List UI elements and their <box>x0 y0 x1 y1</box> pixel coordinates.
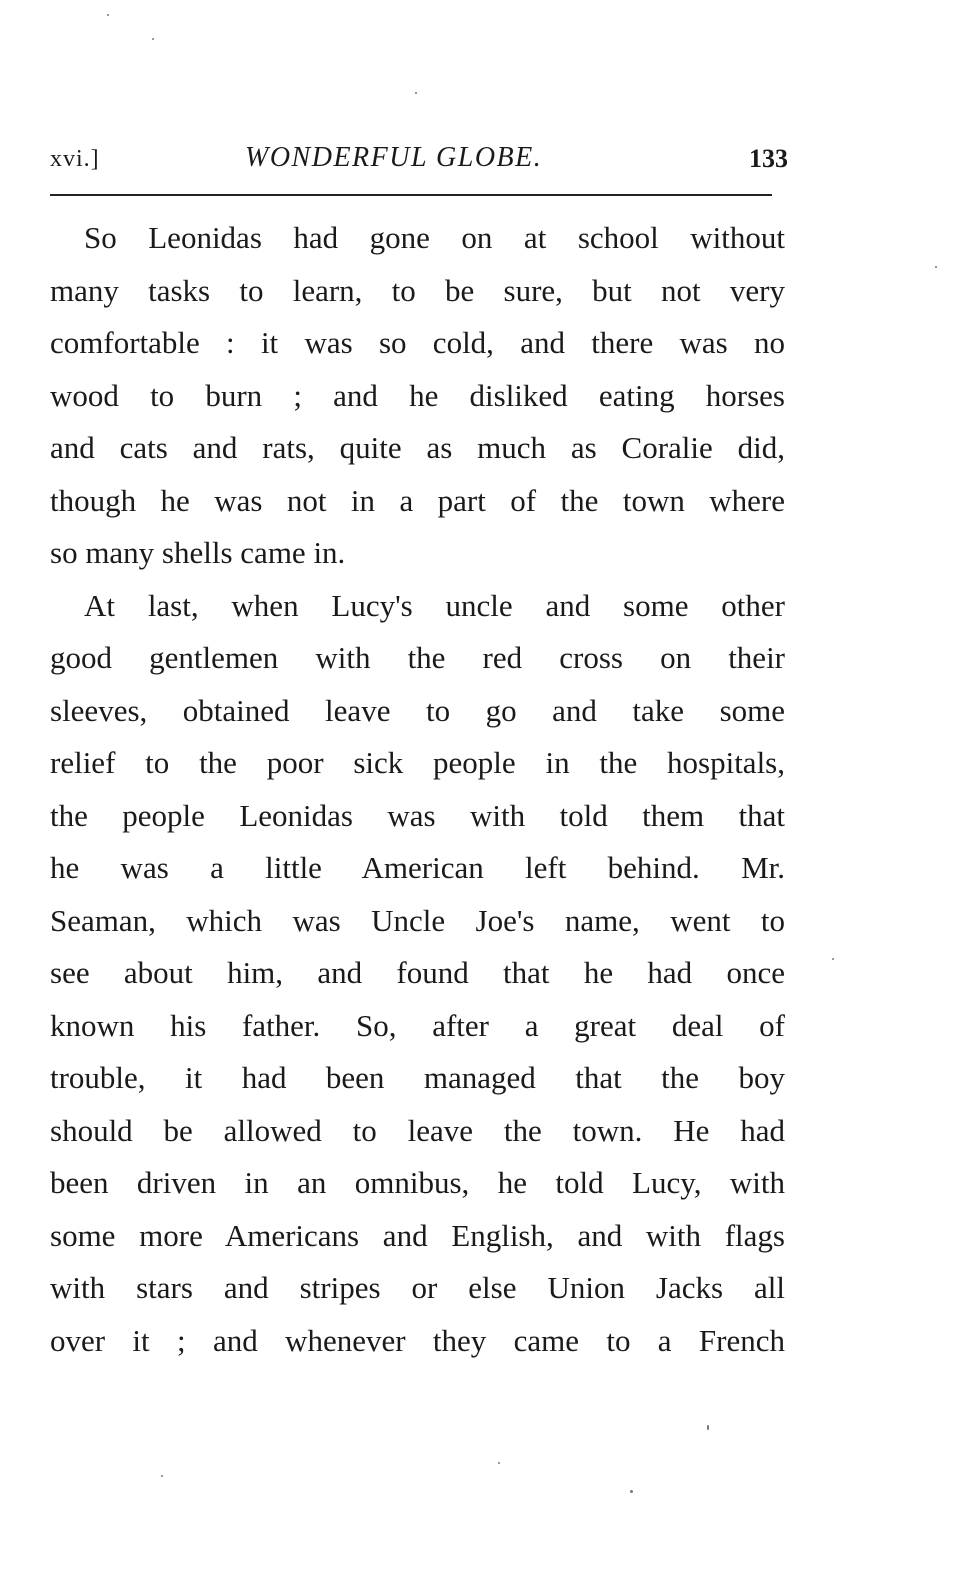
scan-speck <box>161 1475 163 1477</box>
text-line: many tasks to learn, to be sure, but not very <box>50 272 785 308</box>
chapter-number: xvi.] <box>50 146 100 172</box>
text-line: though he was not in a part of the town where <box>50 482 785 518</box>
page-number: 133 <box>749 144 788 173</box>
text-line: At last, when Lucy's uncle and some other <box>84 587 785 623</box>
text-line: and cats and rats, quite as much as Coralie did, <box>50 430 785 465</box>
text-line: sleeves, obtained leave to go and take some <box>50 692 785 728</box>
text-line: comfortable : it was so cold, and there was no <box>50 325 785 360</box>
text-line: some more Americans and English, and with flags <box>50 1217 785 1253</box>
scan-speck <box>707 1425 709 1430</box>
text-line: so many shells came in. <box>50 535 346 570</box>
scan-speck <box>935 266 937 268</box>
scan-speck <box>498 1462 500 1464</box>
text-line: relief to the poor sick people in the hospitals, <box>50 745 785 780</box>
text-line: wood to burn ; and he disliked eating horses <box>50 377 785 413</box>
scan-speck <box>415 92 417 94</box>
header-rule <box>50 194 772 196</box>
text-line: trouble, it had been managed that the boy <box>50 1060 785 1095</box>
text-line: see about him, and found that he had once <box>50 955 785 990</box>
text-line: known his father. So, after a great deal of <box>50 1007 785 1043</box>
body-text <box>50 212 785 1367</box>
scan-speck <box>630 1490 633 1493</box>
text-line: Seaman, which was Uncle Joe's name, went to <box>50 902 785 938</box>
scan-speck <box>152 38 154 40</box>
text-line: been driven in an omnibus, he told Lucy, with <box>50 1165 785 1200</box>
text-line: good gentlemen with the red cross on their <box>50 640 785 675</box>
text-line: the people Leonidas was with told them that <box>50 797 785 833</box>
scan-speck <box>107 14 109 16</box>
running-header <box>50 138 790 182</box>
text-line: with stars and stripes or else Union Jacks all <box>50 1270 785 1305</box>
text-line: over it ; and whenever they came to a French <box>50 1322 785 1358</box>
text-line: he was a little American left behind. Mr. <box>50 850 785 885</box>
scan-speck <box>832 958 834 960</box>
text-line: should be allowed to leave the town. He had <box>50 1112 785 1148</box>
running-title: WONDERFUL GLOBE. <box>245 142 543 173</box>
text-line: So Leonidas had gone on at school without <box>84 220 785 255</box>
